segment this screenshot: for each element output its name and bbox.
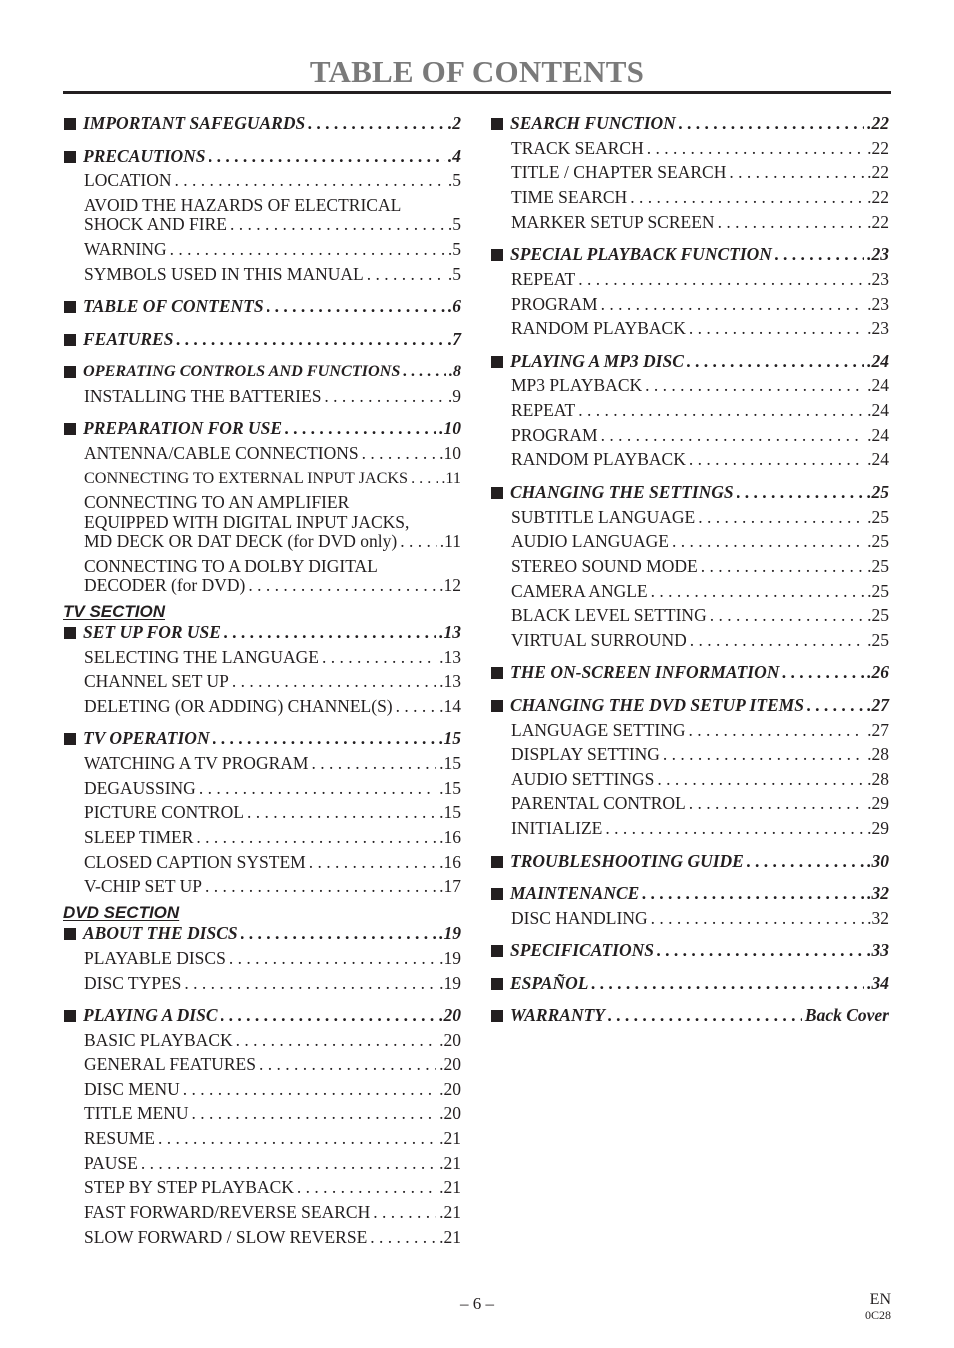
toc-entry: WARNING . . . .5 [63,239,461,259]
toc-entry: DISC MENU . . . .20 [63,1079,461,1099]
square-bullet-icon [64,928,76,940]
toc-entry: CAMERA ANGLE . . . .25 [490,581,889,601]
toc-entry: IMPORTANT SAFEGUARDS . . . .2 [63,113,461,133]
toc-entry: OPERATING CONTROLS AND FUNCTIONS . . . .8 [63,361,461,381]
toc-entry: INSTALLING THE BATTERIES . . . .9 [63,386,461,406]
dvd-section-label: DVD SECTION [63,903,180,922]
toc-entry: GENERAL FEATURES . . . .20 [63,1054,461,1074]
toc-entry: PROGRAM . . . .23 [490,294,889,314]
toc-entry: SLEEP TIMER . . . .16 [63,827,461,847]
square-bullet-icon [491,888,503,900]
toc-entry: PRECAUTIONS . . . .4 [63,146,461,166]
toc-entry: CHANNEL SET UP . . . .13 [63,671,461,691]
toc-entry: STEREO SOUND MODE . . . .25 [490,556,889,576]
toc-entry: INITIALIZE . . . .29 [490,818,889,838]
toc-entry: STEP BY STEP PLAYBACK . . . .21 [63,1177,461,1197]
toc-entry: MARKER SETUP SCREEN . . . .22 [490,212,889,232]
toc-entry: MP3 PLAYBACK . . . .24 [490,375,889,395]
language-code: EN [869,1291,891,1308]
toc-entry: CONNECTING TO EXTERNAL INPUT JACKS . . . .11 [63,468,461,488]
toc-entry: DISC TYPES . . . .19 [63,973,461,993]
toc-entry: TV OPERATION . . . .15 [63,728,461,748]
toc-entry: TROUBLESHOOTING GUIDE . . . .30 [490,851,889,871]
square-bullet-icon [64,118,76,130]
toc-entry: SELECTING THE LANGUAGE . . . .13 [63,647,461,667]
toc-entry: RANDOM PLAYBACK . . . .24 [490,449,889,469]
toc-entry: REPEAT . . . .23 [490,269,889,289]
toc-entry: DELETING (OR ADDING) CHANNEL(S) . . . .14 [63,696,461,716]
toc-entry: REPEAT . . . .24 [490,400,889,420]
toc-entry: CONNECTING TO AN AMPLIFIER [84,492,350,512]
square-bullet-icon [491,487,503,499]
toc-entry: TITLE MENU . . . .20 [63,1103,461,1123]
toc-entry: MD DECK OR DAT DECK (for DVD only) . . . .11 [63,531,461,551]
toc-entry: CHANGING THE SETTINGS . . . .25 [490,482,889,502]
toc-entry: SET UP FOR USE . . . .13 [63,622,461,642]
square-bullet-icon [64,627,76,639]
toc-entry: AUDIO LANGUAGE . . . .25 [490,531,889,551]
toc-entry: WATCHING A TV PROGRAM . . . .15 [63,753,461,773]
toc-entry: PREPARATION FOR USE . . . .10 [63,418,461,438]
square-bullet-icon [491,700,503,712]
toc-entry: PAUSE . . . .21 [63,1153,461,1173]
square-bullet-icon [64,151,76,163]
toc-entry: CHANGING THE DVD SETUP ITEMS . . . .27 [490,695,889,715]
square-bullet-icon [64,301,76,313]
square-bullet-icon [491,978,503,990]
toc-entry: PLAYABLE DISCS . . . .19 [63,948,461,968]
toc-entry: SPECIAL PLAYBACK FUNCTION . . . .23 [490,244,889,264]
square-bullet-icon [491,1010,503,1022]
toc-entry: PICTURE CONTROL . . . .15 [63,802,461,822]
toc-entry: LOCATION . . . .5 [63,170,461,190]
square-bullet-icon [64,733,76,745]
toc-entry: SHOCK AND FIRE . . . .5 [63,214,461,234]
toc-entry: PLAYING A DISC . . . .20 [63,1005,461,1025]
toc-entry: EQUIPPED WITH DIGITAL INPUT JACKS, [84,512,410,532]
square-bullet-icon [64,1010,76,1022]
toc-entry: RESUME . . . .21 [63,1128,461,1148]
toc-entry: PLAYING A MP3 DISC . . . .24 [490,351,889,371]
title-rule [63,91,891,94]
toc-entry: MAINTENANCE . . . .32 [490,883,889,903]
square-bullet-icon [64,423,76,435]
toc-entry: AVOID THE HAZARDS OF ELECTRICAL [84,195,402,215]
toc-entry: SPECIFICATIONS . . . .33 [490,940,889,960]
toc-entry: AUDIO SETTINGS . . . .28 [490,769,889,789]
toc-entry: DECODER (for DVD) . . . .12 [63,575,461,595]
square-bullet-icon [491,856,503,868]
square-bullet-icon [491,356,503,368]
toc-entry: THE ON-SCREEN INFORMATION . . . .26 [490,662,889,682]
toc-entry: TABLE OF CONTENTS . . . .6 [63,296,461,316]
toc-entry: CONNECTING TO A DOLBY DIGITAL [84,556,378,576]
toc-entry: ABOUT THE DISCS . . . .19 [63,923,461,943]
tv-section-label: TV SECTION [63,602,166,621]
toc-entry: ANTENNA/CABLE CONNECTIONS . . . .10 [63,443,461,463]
toc-entry: SYMBOLS USED IN THIS MANUAL . . . .5 [63,264,461,284]
toc-entry: WARRANTY . . . Back Cover [490,1005,889,1025]
document-code: 0C28 [864,1308,891,1322]
square-bullet-icon [64,334,76,346]
toc-entry: LANGUAGE SETTING . . . .27 [490,720,889,740]
page-title: TABLE OF CONTENTS [309,54,645,89]
toc-entry: FAST FORWARD/REVERSE SEARCH . . . .21 [63,1202,461,1222]
square-bullet-icon [491,667,503,679]
square-bullet-icon [491,118,503,130]
page-number: – 6 – [460,1294,494,1313]
toc-entry: SEARCH FUNCTION . . . .22 [490,113,889,133]
toc-entry: TRACK SEARCH . . . .22 [490,138,889,158]
toc-entry: TIME SEARCH . . . .22 [490,187,889,207]
toc-entry: DISC HANDLING . . . .32 [490,908,889,928]
toc-entry: RANDOM PLAYBACK . . . .23 [490,318,889,338]
square-bullet-icon [64,366,76,378]
toc-entry: DEGAUSSING . . . .15 [63,778,461,798]
toc-entry: BASIC PLAYBACK . . . .20 [63,1030,461,1050]
square-bullet-icon [491,249,503,261]
toc-entry: TITLE / CHAPTER SEARCH . . . .22 [490,162,889,182]
square-bullet-icon [491,945,503,957]
toc-entry: SLOW FORWARD / SLOW REVERSE . . . .21 [63,1227,461,1247]
toc-entry: V-CHIP SET UP . . . .17 [63,876,461,896]
toc-entry: VIRTUAL SURROUND . . . .25 [490,630,889,650]
toc-entry: ESPAÑOL . . . .34 [490,973,889,993]
toc-entry: BLACK LEVEL SETTING . . . .25 [490,605,889,625]
toc-entry: DISPLAY SETTING . . . .28 [490,744,889,764]
toc-entry: PROGRAM . . . .24 [490,425,889,445]
toc-entry: SUBTITLE LANGUAGE . . . .25 [490,507,889,527]
toc-entry: CLOSED CAPTION SYSTEM . . . .16 [63,852,461,872]
toc-entry: PARENTAL CONTROL . . . .29 [490,793,889,813]
toc-entry: FEATURES . . . .7 [63,329,461,349]
